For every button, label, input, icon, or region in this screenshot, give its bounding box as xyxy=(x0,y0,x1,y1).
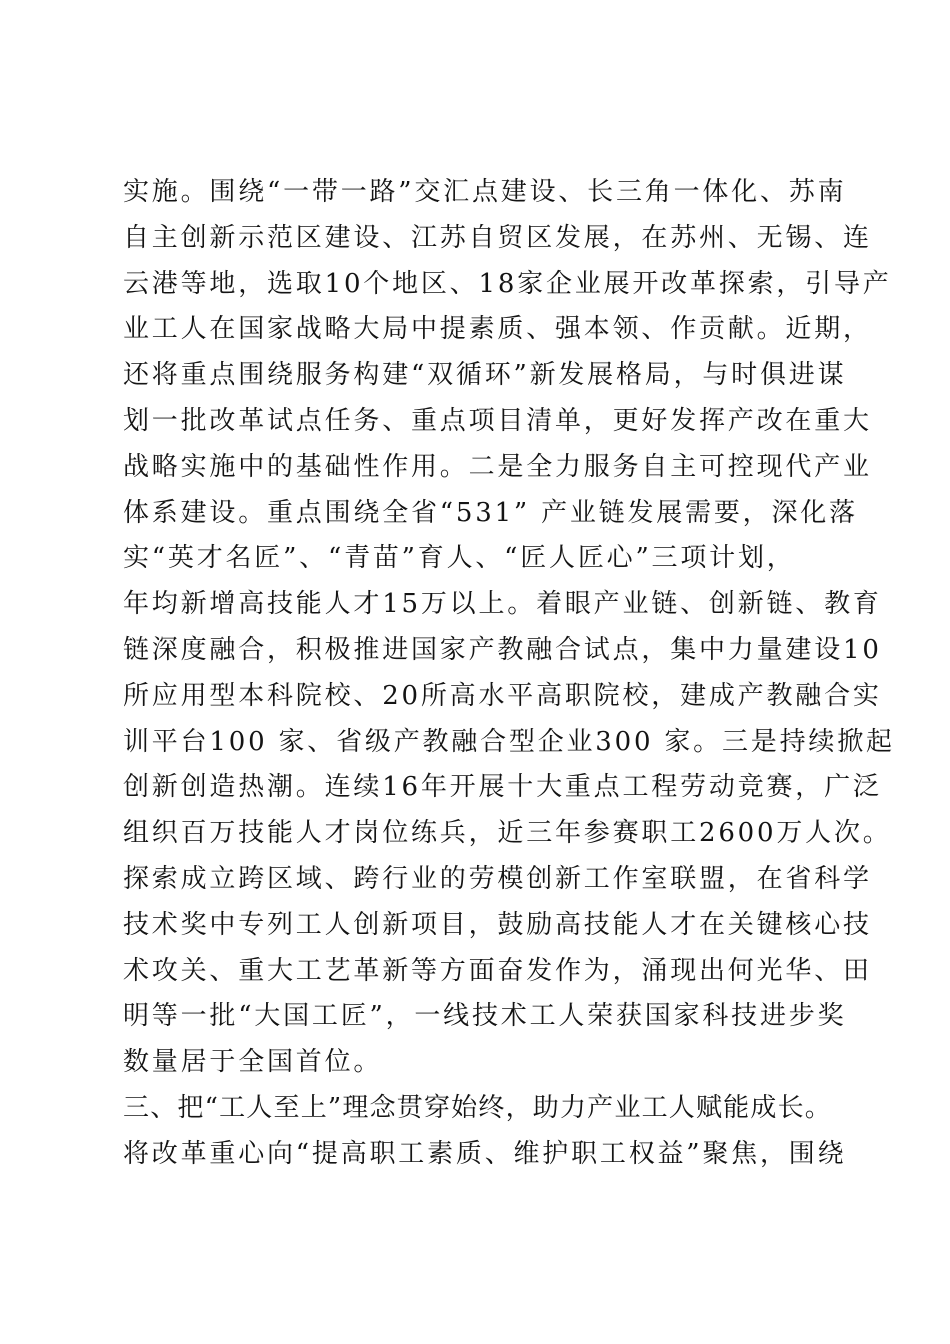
text-line-22: 将改革重心向“提高职工素质、维护职工权益”聚焦，围绕 xyxy=(123,1138,847,1169)
text-line-16: 探索成立跨区域、跨行业的劳模创新工作室联盟，在省科学 xyxy=(123,863,872,894)
text-line-2: 自主创新示范区建设、江苏自贸区发展，在苏州、无锡、连 xyxy=(123,222,872,253)
text-line-12: 所应用型本科院校、20所高水平高职院校，建成产教融合实 xyxy=(123,680,882,711)
text-line-9: 实“英才名匠”、“青苗”育人、“匠人匠心”三项计划， xyxy=(123,543,796,574)
text-line-7: 战略实施中的基础性作用。二是全力服务自主可控现代产业 xyxy=(123,451,872,482)
text-line-1: 实施。围绕“一带一路”交汇点建设、长三角一体化、苏南 xyxy=(123,177,847,207)
text-line-8: 体系建设。重点围绕全省“531” 产业链发展需要，深化落 xyxy=(123,497,858,528)
text-line-20: 数量居于全国首位。 xyxy=(123,1047,383,1078)
text-line-18: 术攻关、重大工艺革新等方面奋发作为，涌现出何光华、田 xyxy=(123,955,872,986)
text-line-4: 业工人在国家战略大局中提素质、强本领、作贡献。近期， xyxy=(123,314,872,345)
text-line-5: 还将重点围绕服务构建“双循环”新发展格局，与时俱进谋 xyxy=(123,360,847,391)
text-line-14: 创新创造热潮。连续16年开展十大重点工程劳动竞赛，广泛 xyxy=(123,772,882,803)
text-line-6: 划一批改革试点任务、重点项目清单，更好发挥产改在重大 xyxy=(123,405,872,436)
text-line-3: 云港等地，选取10个地区、18家企业展开改革探索，引导产 xyxy=(123,268,892,299)
text-line-10: 年均新增高技能人才15万以上。着眼产业链、创新链、教育 xyxy=(123,589,882,620)
text-line-17: 技术奖中专列工人创新项目，鼓励高技能人才在关键核心技 xyxy=(123,909,872,940)
text-line-19: 明等一批“大国工匠”，一线技术工人荣获国家科技进步奖 xyxy=(123,1001,847,1032)
text-line-11: 链深度融合，积极推进国家产教融合试点，集中力量建设10 xyxy=(123,634,882,665)
text-line-13: 训平台100 家、省级产教融合型企业300 家。三是持续掀起 xyxy=(123,726,895,757)
body-text xyxy=(123,170,895,1178)
text-line-15: 组织百万技能人才岗位练兵，近三年参赛职工2600万人次。 xyxy=(123,818,892,849)
section-heading-3: 三、把“工人至上”理念贯穿始终，助力产业工人赋能成长。 xyxy=(123,1092,832,1123)
